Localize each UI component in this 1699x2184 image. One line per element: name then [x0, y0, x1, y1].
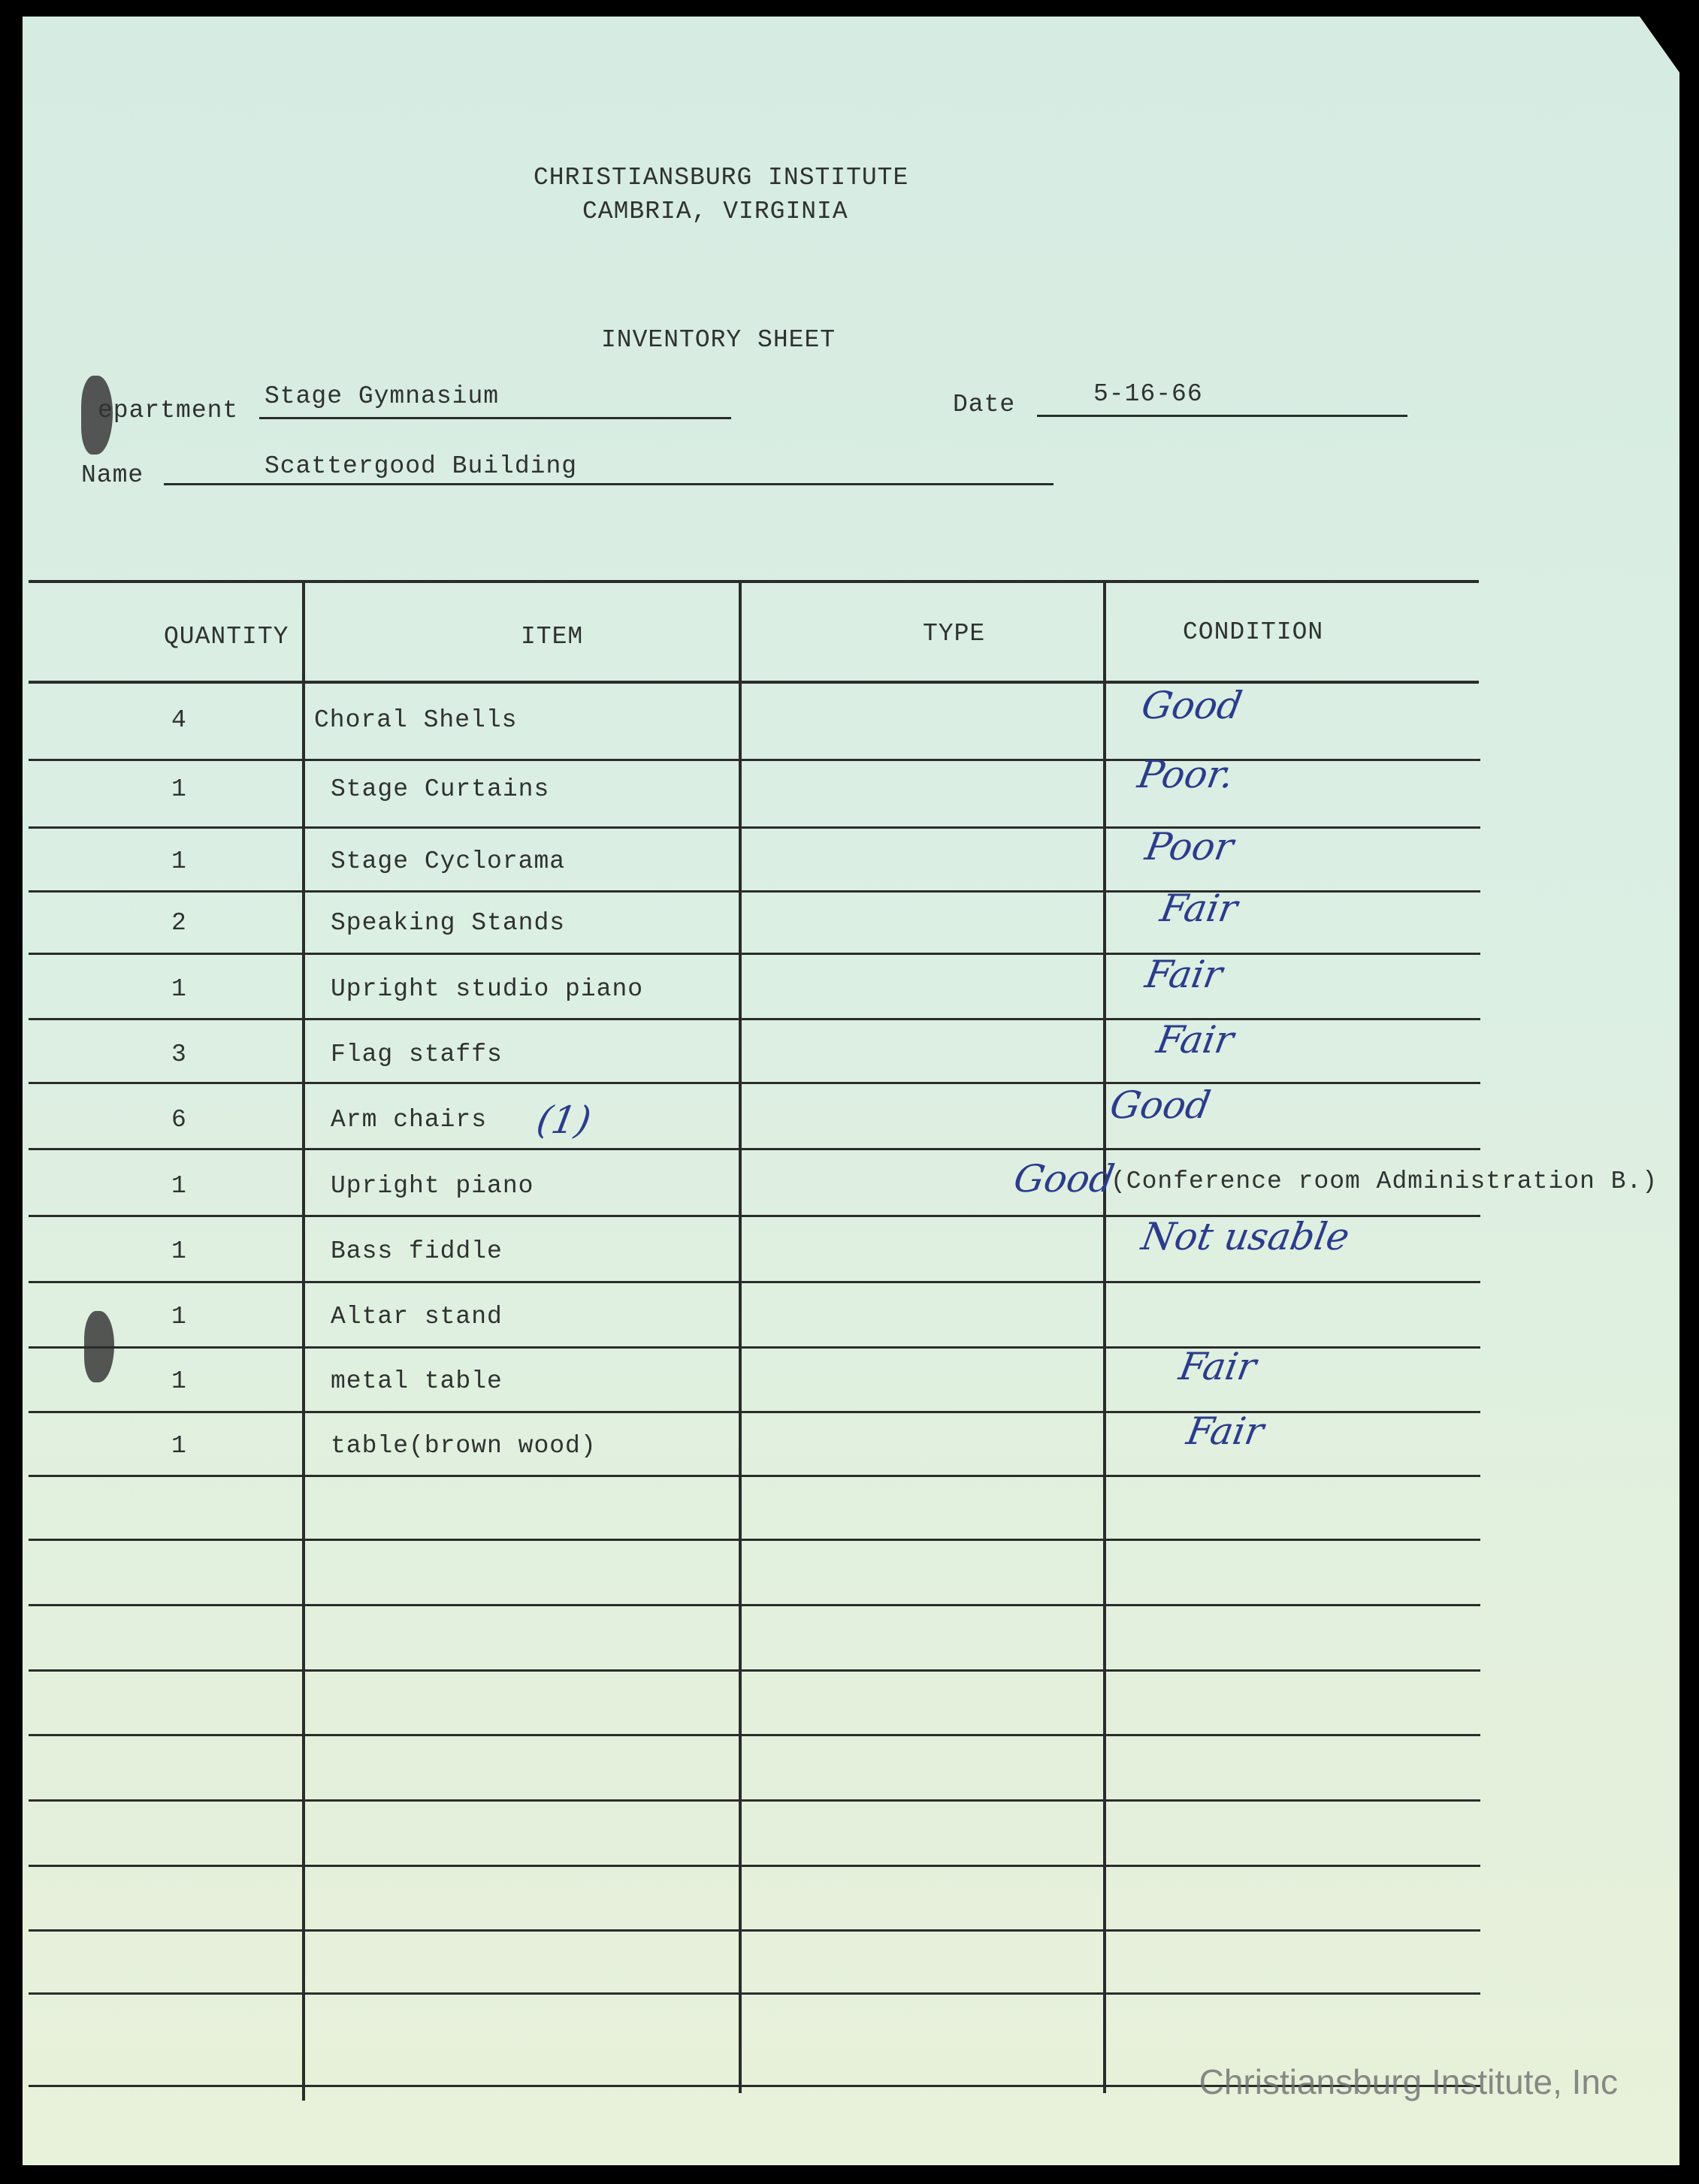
row-condition: Fair: [1141, 953, 1226, 996]
date-underline: [1037, 415, 1407, 417]
column-header-type: TYPE: [923, 620, 986, 648]
row-divider: [29, 1148, 1480, 1150]
row-item: Arm chairs: [331, 1106, 488, 1134]
header-bottom-border: [29, 681, 1479, 684]
name-label: Name: [81, 461, 144, 489]
row-condition: Poor.: [1134, 753, 1238, 796]
row-divider: [29, 826, 1480, 829]
row-condition: Good: [1138, 684, 1246, 727]
row-divider: [29, 1669, 1480, 1672]
row-condition: Not usable: [1138, 1215, 1353, 1258]
row-quantity: 1: [171, 847, 187, 875]
row-divider: [29, 1734, 1480, 1736]
row-divider: [29, 1018, 1480, 1020]
watermark: Christiansburg Institute, Inc: [1199, 2062, 1618, 2101]
row-condition: Poor: [1141, 825, 1237, 868]
row-condition: Fair: [1156, 887, 1241, 930]
table-top-border: [29, 580, 1479, 583]
row-condition: Good: [1106, 1083, 1214, 1127]
column-divider-type: [1103, 583, 1106, 2093]
row-divider: [29, 1604, 1480, 1606]
row-condition: Fair: [1153, 1018, 1238, 1062]
row-divider: [29, 1346, 1480, 1349]
department-label: epartment: [98, 397, 239, 424]
form-title: INVENTORY SHEET: [601, 326, 836, 354]
column-divider-quantity: [302, 583, 305, 2101]
row-quantity: 2: [171, 909, 187, 937]
name-underline: [164, 483, 1054, 485]
row-divider: [29, 890, 1480, 893]
column-header-condition: CONDITION: [1183, 618, 1324, 646]
column-divider-item: [739, 583, 742, 2093]
row-quantity: 4: [171, 706, 187, 734]
row-item: Stage Cyclorama: [331, 847, 566, 875]
column-header-item: ITEM: [521, 623, 584, 651]
row-item: metal table: [331, 1367, 503, 1395]
institution-location: CAMBRIA, VIRGINIA: [582, 198, 848, 225]
row-item: Upright piano: [331, 1172, 534, 1200]
row-quantity: 1: [171, 775, 187, 803]
row-divider: [29, 1281, 1480, 1283]
row-item: Flag staffs: [331, 1041, 503, 1068]
row-divider: [29, 1865, 1480, 1867]
row-item: table(brown wood): [331, 1432, 597, 1460]
row-divider: [29, 1929, 1480, 1932]
department-value: Stage Gymnasium: [265, 382, 500, 410]
department-underline: [259, 417, 731, 419]
row-divider: [29, 1539, 1480, 1541]
row-item: Speaking Stands: [331, 909, 566, 937]
date-label: Date: [953, 391, 1016, 418]
row-condition: Fair: [1175, 1345, 1260, 1388]
row-divider: [29, 1082, 1480, 1084]
row-divider: [29, 1475, 1480, 1477]
row-condition: Fair: [1183, 1409, 1268, 1453]
row-quantity: 3: [171, 1041, 187, 1068]
row-item: Upright studio piano: [331, 975, 644, 1003]
date-value: 5-16-66: [1093, 380, 1203, 408]
row-note: (1): [533, 1098, 594, 1142]
institution-name: CHRISTIANSBURG INSTITUTE: [534, 164, 909, 192]
row-type: Good: [1010, 1157, 1118, 1201]
row-quantity: 1: [171, 1432, 187, 1460]
row-condition: (Conference room Administration B.): [1111, 1168, 1658, 1195]
name-value: Scattergood Building: [265, 452, 578, 480]
column-header-quantity: QUANTITY: [164, 623, 289, 651]
row-divider: [29, 1992, 1480, 1995]
row-quantity: 1: [171, 1303, 187, 1331]
row-quantity: 1: [171, 1172, 187, 1200]
row-item: Altar stand: [331, 1303, 503, 1331]
row-item: Stage Curtains: [331, 775, 550, 803]
row-divider: [29, 953, 1480, 955]
row-divider: [29, 1799, 1480, 1802]
row-quantity: 1: [171, 1367, 187, 1395]
row-quantity: 1: [171, 1237, 187, 1265]
row-item: Bass fiddle: [331, 1237, 503, 1265]
row-item: Choral Shells: [314, 706, 518, 734]
row-quantity: 1: [171, 975, 187, 1003]
row-quantity: 6: [171, 1106, 187, 1134]
row-divider: [29, 759, 1480, 761]
inventory-sheet-page: [23, 17, 1679, 2165]
